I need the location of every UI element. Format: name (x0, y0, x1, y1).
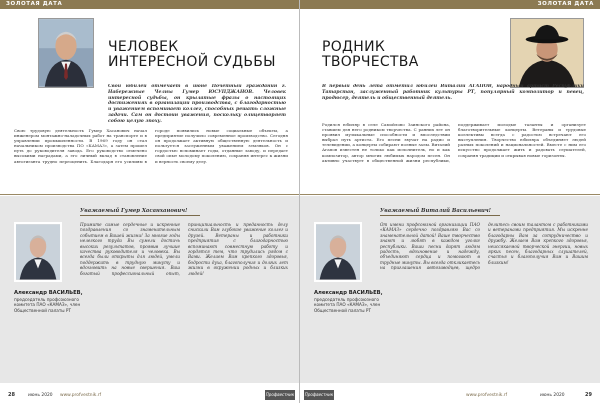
left-headline-line2: ИНТЕРЕСНОЙ СУДЬБЫ (108, 54, 276, 70)
right-footer-month: июнь 2020 (540, 392, 565, 398)
left-greeting-letter: Примите самые сердечные и искренние поздравления со знаменательным событием в Вашей жизни! За многие годы нелегкого труда Вы сумели достичь высоких результатов, проявив лучшие качества руководителя и человека. Вы всегда были открыты для людей, умели поддержать в трудную минуту и вдохновить на новые свершения. Ваш богатый профессиональный опыт, принципиальность и преданность делу снискали Вам глубокое уважение коллег и друзей. Ветераны и работники предприятия с благодарностью вспоминают совместную работу и гордятся тем, что трудились рядом с Вами. Желаем Вам крепкого здоровья, бодрости духа, благополучия и долгих лет жизни в окружении родных и близких людей! (80, 222, 288, 276)
left-body-text: Свою трудовую деятельность Гумер Хасанович начал инженером монтажно-наладочных работ на транспорте и в управлении промышленности. В 1969 году он стал начальником производства ПО «КАМАЗ», а затем прошел путь до руководителя завода. Его руководство отмечено высокими наградами, а его личный вклад в становление автогиганта трудно переоценить. Благодаря его усилиям в городе появились новые социальные объекты, а предприятие получило современное производство. Сегодня он продолжает активную общественную деятельность и пользуется заслуженным уважением земляков. Он с гордостью вспоминает годы, отданные заводу, и передает свой опыт молодому поколению, сохраняя интерес к жизни и верность своему делу. (14, 128, 288, 164)
rubric-label: ЗОЛОТАЯ ДАТА (537, 1, 594, 7)
right-lead-paragraph: В первый день лета отметил юбилей Виталий АГАПОВ, народный артист Республики Татарстан, заслуженный работник культуры РТ, популярный композитор и певец, продюсер, деятель и общественный деятель. (322, 84, 584, 101)
right-page (300, 0, 600, 403)
left-footer-site: www.profvestnik.rf (60, 392, 102, 398)
signer-photo (16, 224, 60, 280)
right-heading-rule (380, 215, 500, 216)
signer-photo (316, 224, 360, 280)
right-greeting-heading: Уважаемый Виталий Васильевич! (380, 208, 492, 214)
right-headline (322, 40, 419, 70)
jubilee-photo-man-suit (38, 18, 94, 88)
left-lead-paragraph: Свой юбилей отмечает в июне Почетный гражданин г. Набережные Челны Гумер ЮСУПДЖАНОВ. Человек интересной судьбы, он крылатые фразы о настоящих достижениях в организации производства, с благодарностью и уважением вспоминает коллег, способных решать сложные задачи. Сам он достоин уважения, поскольку олицетворяет собою целую эпоху. (108, 84, 286, 124)
left-section-divider (0, 194, 299, 195)
rubric-bar (0, 0, 299, 9)
signer-portrait-right (314, 222, 362, 282)
left-signer-name: Александр ВАСИЛЬЕВ, (14, 290, 83, 296)
left-headline (108, 40, 276, 70)
right-greeting-letter: От имени профсоюзной организации ПАО «КАМАЗ» сердечно поздравляю Вас со знаменательной датой! Ваше творчество знают и любят в каждом уголке республики. Ваши песни дарят людям радость, вдохновение и надежду, объединяют сердца и помогают в трудные минуты. Вы всегда откликаетесь на приглашения автозаводцев, щедро делитесь своим талантом с работниками и ветеранами предприятия. Мы искренне благодарны Вам за сотрудничество и дружбу. Желаем Вам крепкого здоровья, неиссякаемой творческой энергии, новых ярких песен, благодарных слушателей, счастья и благополучия Вам и Вашим близким! (380, 222, 588, 271)
left-footer (0, 387, 299, 403)
right-footer (300, 387, 600, 403)
signer-portrait-left (14, 222, 62, 282)
left-heading-rule (80, 215, 200, 216)
right-signer-role: председатель профсоюзного комитета ПАО «КАМАЗ», член Общественной палаты РТ (314, 297, 381, 313)
right-headline-line2: ТВОРЧЕСТВА (322, 54, 419, 70)
left-headline-line1: ЧЕЛОВЕК (108, 39, 179, 55)
magazine-logo: Профвестник (304, 390, 334, 400)
left-footer-month: июнь 2020 (28, 392, 53, 398)
left-signer-role: председатель профсоюзного комитета ПАО «КАМАЗ», член Общественной палаты РТ (14, 297, 81, 313)
right-signer-name: Александр ВАСИЛЬЕВ, (314, 290, 383, 296)
rubric-label: ЗОЛОТАЯ ДАТА (6, 1, 63, 7)
portrait-image (511, 19, 583, 87)
portrait-image (39, 19, 93, 87)
right-body-text: Родился юбиляр в селе Самойлово Заинского района, ставшем для него родником творчества. С ранних лет он проявил музыкальные способности и впоследствии выбрал путь артиста. Его песни звучат на радио и телевидении, а концерты собирают полные залы. Виталий Агапов известен не только как исполнитель, но и как композитор, автор многих любимых народом песен. Он активно участвует в общественной жизни республики, поддерживает молодые таланты и организует благотворительные концерты. Ветераны и трудовые коллективы всегда с радостью встречают его выступления. Творчество юбиляра объединяет людей разных поколений и национальностей. Вместе с ним его искусство продолжает жить и радовать слушателей, сохраняя традиции и открывая новые горизонты. (322, 122, 586, 163)
right-footer-site: www.profvestnik.rf (466, 392, 508, 398)
rubric-bar (300, 0, 600, 9)
left-page-number: 28 (8, 392, 15, 398)
left-greeting-heading: Уважаемый Гумер Хасанханович! (80, 208, 188, 214)
right-headline-line1: РОДНИК (322, 39, 386, 55)
magazine-logo: Профвестник (265, 390, 295, 400)
jubilee-photo-man-hat (510, 18, 584, 88)
right-page-number: 29 (585, 392, 592, 398)
right-section-divider (300, 194, 600, 195)
